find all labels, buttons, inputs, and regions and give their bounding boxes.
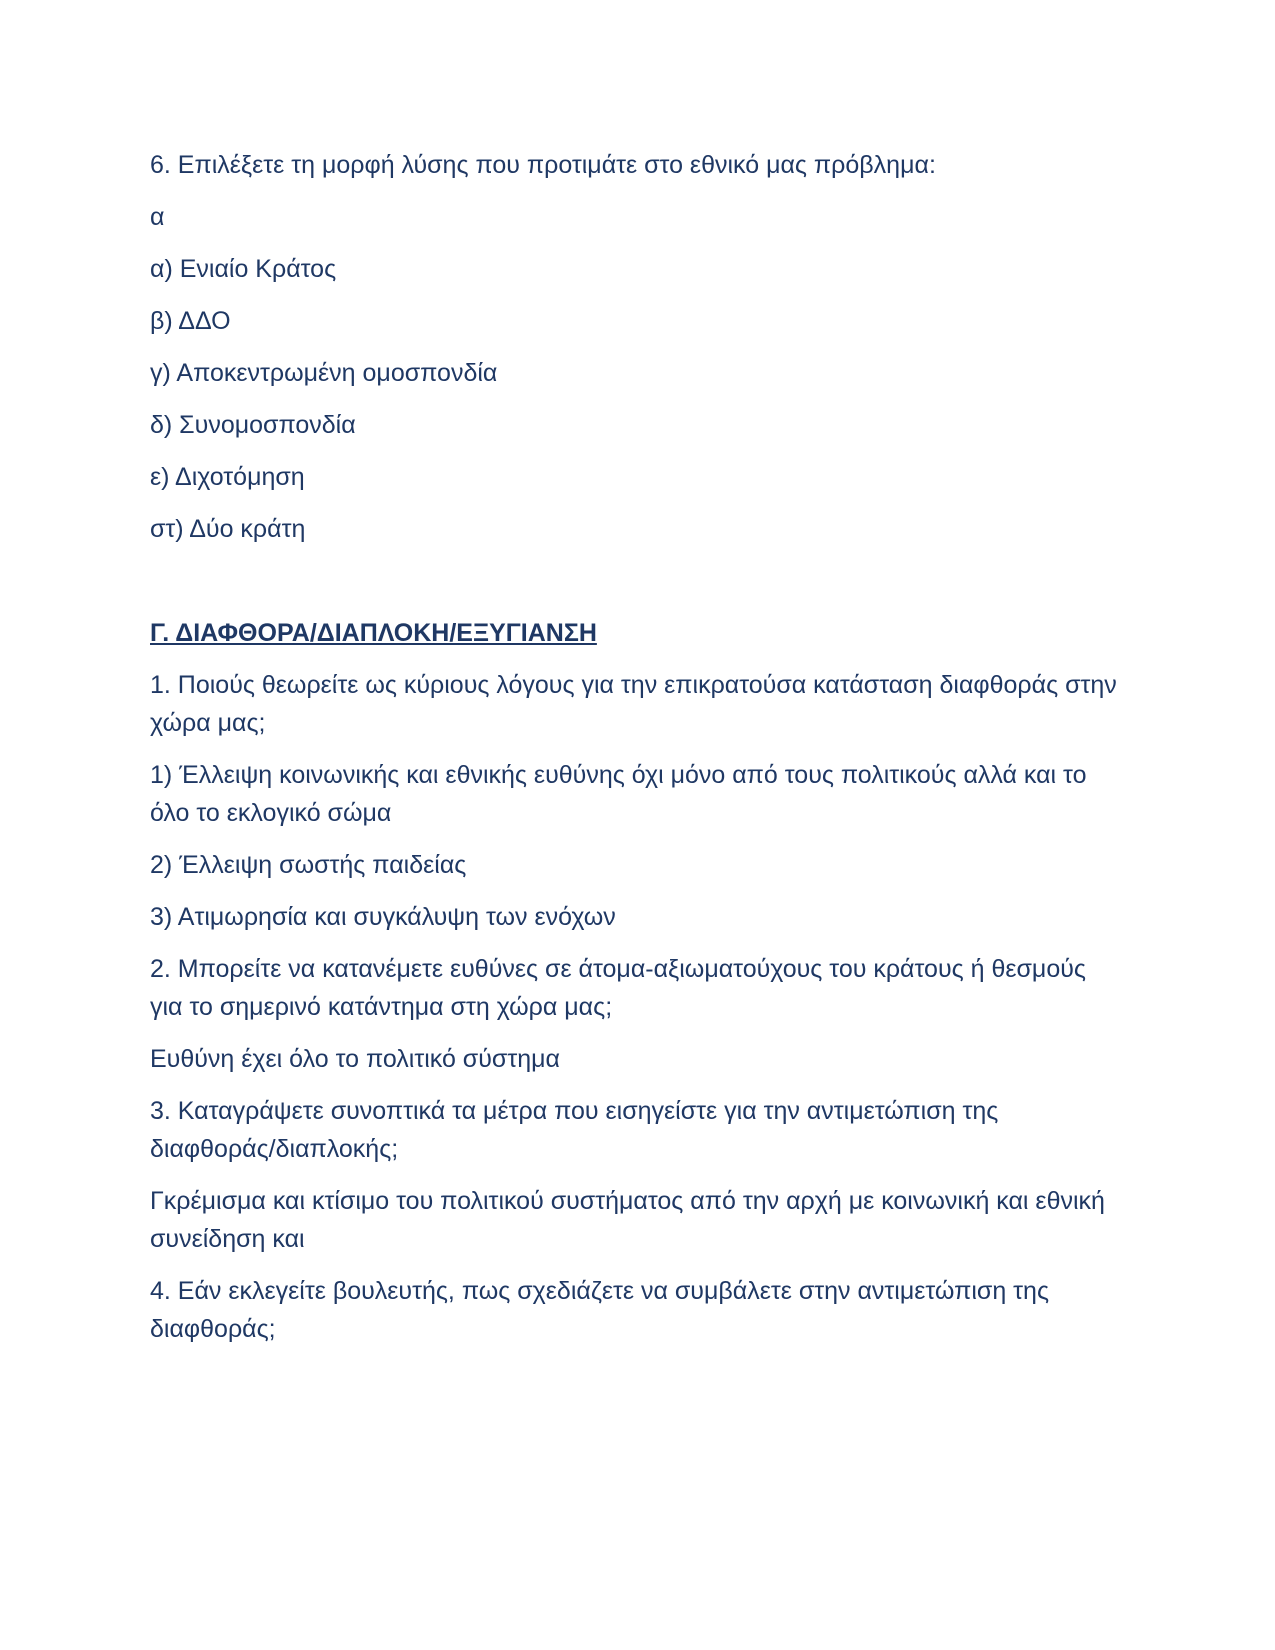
option-f: στ) Δύο κράτη	[150, 515, 306, 543]
option-a: α) Ενιαίο Κράτος	[150, 255, 337, 283]
question-6: 6. Επιλέξετε τη μορφή λύσης που προτιμάτε στο εθνικό μας πρόβλημα:	[150, 151, 936, 179]
option-b: β) ΔΔΟ	[150, 307, 231, 335]
option-d: δ) Συνομοσπονδία	[150, 411, 356, 439]
answer-3: Γκρέμισμα και κτίσιμο του πολιτικού συστήματος από την αρχή με κοινωνική και εθνική συνείδηση και	[150, 1187, 1105, 1253]
document-page	[150, 146, 1125, 1362]
option-c: γ) Αποκεντρωμένη ομοσπονδία	[150, 359, 498, 387]
section-heading: Γ. ΔΙΑΦΘΟΡΑ/ΔΙΑΠΛΟΚΗ/ΕΞΥΓΙΑΝΣΗ	[150, 619, 597, 647]
answer-1-2: 2) Έλλειψη σωστής παιδείας	[150, 851, 467, 879]
question-1: 1. Ποιούς θεωρείτε ως κύριους λόγους για την επικρατούσα κατάσταση διαφθοράς στην χώρα μας;	[150, 671, 1117, 737]
answer-1-1: 1) Έλλειψη κοινωνικής και εθνικής ευθύνης όχι μόνο από τους πολιτικούς αλλά και το όλο το εκλογικό σώμα	[150, 761, 1087, 827]
question-3: 3. Καταγράψετε συνοπτικά τα μέτρα που εισηγείστε για την αντιμετώπιση της διαφθοράς/διαπλοκής;	[150, 1097, 999, 1163]
option-e: ε) Διχοτόμηση	[150, 463, 305, 491]
question-2: 2. Μπορείτε να κατανέμετε ευθύνες σε άτομα-αξιωματούχους του κράτους ή θεσμούς για το σημερινό κατάντημα στη χώρα μας;	[150, 955, 1086, 1021]
answer-2: Ευθύνη έχει όλο το πολιτικό σύστημα	[150, 1045, 560, 1073]
question-4: 4. Εάν εκλεγείτε βουλευτής, πως σχεδιάζετε να συμβάλετε στην αντιμετώπιση της διαφθοράς;	[150, 1277, 1050, 1343]
answer-1-3: 3) Ατιμωρησία και συγκάλυψη των ενόχων	[150, 903, 616, 931]
answer-6: α	[150, 203, 165, 231]
